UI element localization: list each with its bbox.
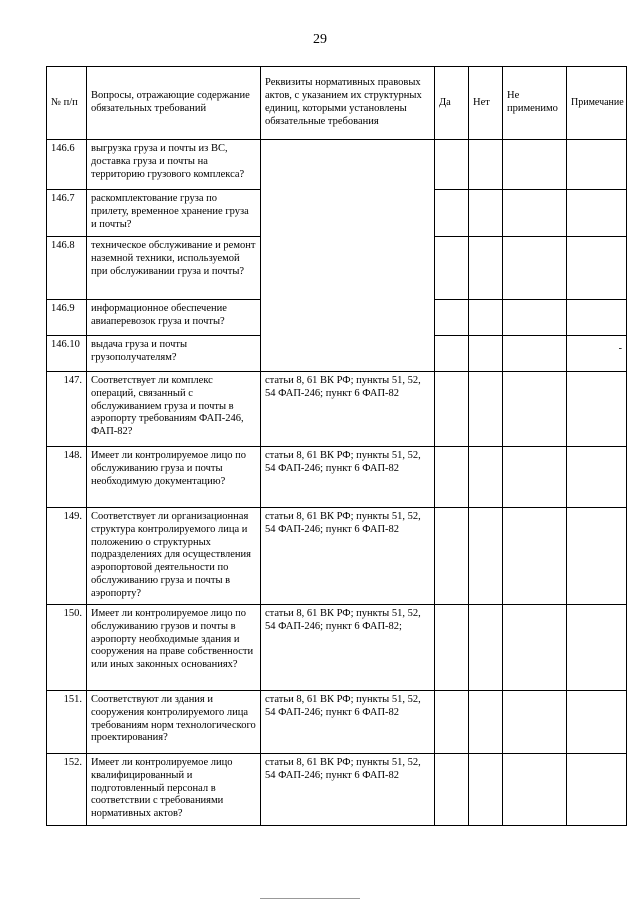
row-question: Имеет ли контролируемое лицо квалифицированный и подготовленный персонал в соответствии с требованиями нормативных актов?	[87, 754, 261, 826]
row-question: техническое обслуживание и ремонт наземной техники, используемой при обслуживании груза и почты?	[87, 237, 261, 300]
checklist-table	[46, 66, 627, 826]
row-requisites: статьи 8, 61 ВК РФ; пункты 51, 52, 54 ФАП-246; пункт 6 ФАП-82	[261, 754, 435, 826]
row-question: Имеет ли контролируемое лицо по обслуживанию груза и почты необходимую документацию?	[87, 447, 261, 508]
row-num: 146.9	[47, 300, 87, 336]
note-cell[interactable]	[567, 754, 627, 826]
row-num: 150.	[47, 605, 87, 691]
answer-no-cell[interactable]	[469, 300, 503, 336]
answer-no-cell[interactable]	[469, 336, 503, 372]
row-question: Соответствует ли организационная структура контролируемого лица и положению о структурных подразделениях для осуществления аэропортовой деятельности по обслуживанию груза и почты в аэропорту?	[87, 508, 261, 605]
table-row	[47, 508, 627, 605]
row-num: 146.7	[47, 190, 87, 237]
header-no: Нет	[469, 67, 503, 140]
row-question: Соответствуют ли здания и сооружения контролируемого лица требованиям норм технологического проектирования?	[87, 691, 261, 754]
answer-no-cell[interactable]	[469, 754, 503, 826]
answer-not-applicable-cell[interactable]	[503, 140, 567, 190]
note-mark: -	[618, 343, 622, 354]
row-num: 149.	[47, 508, 87, 605]
answer-no-cell[interactable]	[469, 605, 503, 691]
answer-yes-cell[interactable]	[435, 372, 469, 447]
table-row	[47, 447, 627, 508]
answer-yes-cell[interactable]	[435, 300, 469, 336]
header-question: Вопросы, отражающие содержание обязательных требований	[87, 67, 261, 140]
table-row	[47, 372, 627, 447]
row-requisites: статьи 8, 61 ВК РФ; пункты 51, 52, 54 ФАП-246; пункт 6 ФАП-82	[261, 447, 435, 508]
header-yes: Да	[435, 67, 469, 140]
answer-not-applicable-cell[interactable]	[503, 336, 567, 372]
row-num: 152.	[47, 754, 87, 826]
answer-not-applicable-cell[interactable]	[503, 605, 567, 691]
answer-no-cell[interactable]	[469, 508, 503, 605]
answer-yes-cell[interactable]	[435, 754, 469, 826]
row-num: 146.8	[47, 237, 87, 300]
answer-no-cell[interactable]	[469, 691, 503, 754]
answer-not-applicable-cell[interactable]	[503, 447, 567, 508]
row-num: 147.	[47, 372, 87, 447]
answer-no-cell[interactable]	[469, 140, 503, 190]
answer-no-cell[interactable]	[469, 447, 503, 508]
answer-yes-cell[interactable]	[435, 508, 469, 605]
answer-yes-cell[interactable]	[435, 336, 469, 372]
note-cell[interactable]	[567, 300, 627, 336]
note-cell[interactable]	[567, 237, 627, 300]
note-cell[interactable]	[567, 372, 627, 447]
answer-yes-cell[interactable]	[435, 447, 469, 508]
row-num: 151.	[47, 691, 87, 754]
table-row	[47, 140, 627, 190]
row-question: информационное обеспечение авиаперевозок груза и почты?	[87, 300, 261, 336]
note-cell[interactable]	[567, 140, 627, 190]
answer-not-applicable-cell[interactable]	[503, 691, 567, 754]
row-question: Имеет ли контролируемое лицо по обслуживанию грузов и почты в аэропорту необходимые здания и сооружения на праве собственности или иных законных основаниях?	[87, 605, 261, 691]
note-cell[interactable]	[567, 605, 627, 691]
answer-yes-cell[interactable]	[435, 605, 469, 691]
row-num: 146.6	[47, 140, 87, 190]
answer-no-cell[interactable]	[469, 372, 503, 447]
answer-yes-cell[interactable]	[435, 691, 469, 754]
table-header-row	[47, 67, 627, 140]
row-requisites: статьи 8, 61 ВК РФ; пункты 51, 52, 54 ФАП-246; пункт 6 ФАП-82	[261, 372, 435, 447]
page-number: 29	[313, 32, 327, 47]
note-cell[interactable]	[567, 691, 627, 754]
answer-yes-cell[interactable]	[435, 237, 469, 300]
answer-yes-cell[interactable]	[435, 190, 469, 237]
note-cell[interactable]	[567, 336, 627, 372]
table-row	[47, 605, 627, 691]
answer-not-applicable-cell[interactable]	[503, 754, 567, 826]
row-requisites: статьи 8, 61 ВК РФ; пункты 51, 52, 54 ФАП-246; пункт 6 ФАП-82	[261, 691, 435, 754]
answer-not-applicable-cell[interactable]	[503, 237, 567, 300]
table-row	[47, 691, 627, 754]
row-requisites: статьи 8, 61 ВК РФ; пункты 51, 52, 54 ФАП-246; пункт 6 ФАП-82	[261, 508, 435, 605]
note-cell[interactable]	[567, 508, 627, 605]
answer-no-cell[interactable]	[469, 190, 503, 237]
row-question: выдача груза и почты грузополучателям?	[87, 336, 261, 372]
header-note: Примечание	[567, 67, 627, 140]
note-cell[interactable]	[567, 447, 627, 508]
answer-no-cell[interactable]	[469, 237, 503, 300]
row-question: раскомплектование груза по прилету, временное хранение груза и почты?	[87, 190, 261, 237]
row-question: выгрузка груза и почты из ВС, доставка груза и почты на территорию грузового комплекса?	[87, 140, 261, 190]
answer-yes-cell[interactable]	[435, 140, 469, 190]
header-not-applicable: Не применимо	[503, 67, 567, 140]
answer-not-applicable-cell[interactable]	[503, 190, 567, 237]
header-num: № п/п	[47, 67, 87, 140]
row-num: 146.10	[47, 336, 87, 372]
row-requisites: статьи 8, 61 ВК РФ; пункты 51, 52, 54 ФАП-246; пункт 6 ФАП-82;	[261, 605, 435, 691]
table-row	[47, 754, 627, 826]
page-bottom-line	[260, 898, 360, 899]
answer-not-applicable-cell[interactable]	[503, 300, 567, 336]
header-requisites: Реквизиты нормативных правовых актов, с указанием их структурных единиц, которыми установлены обязательные требования	[261, 67, 435, 140]
row-num: 148.	[47, 447, 87, 508]
answer-not-applicable-cell[interactable]	[503, 508, 567, 605]
note-cell[interactable]	[567, 190, 627, 237]
row-requisites	[261, 140, 435, 372]
answer-not-applicable-cell[interactable]	[503, 372, 567, 447]
row-question: Соответствует ли комплекс операций, связанный с обслуживанием груза и почты в аэропорту требованиям ФАП-246, ФАП-82?	[87, 372, 261, 447]
